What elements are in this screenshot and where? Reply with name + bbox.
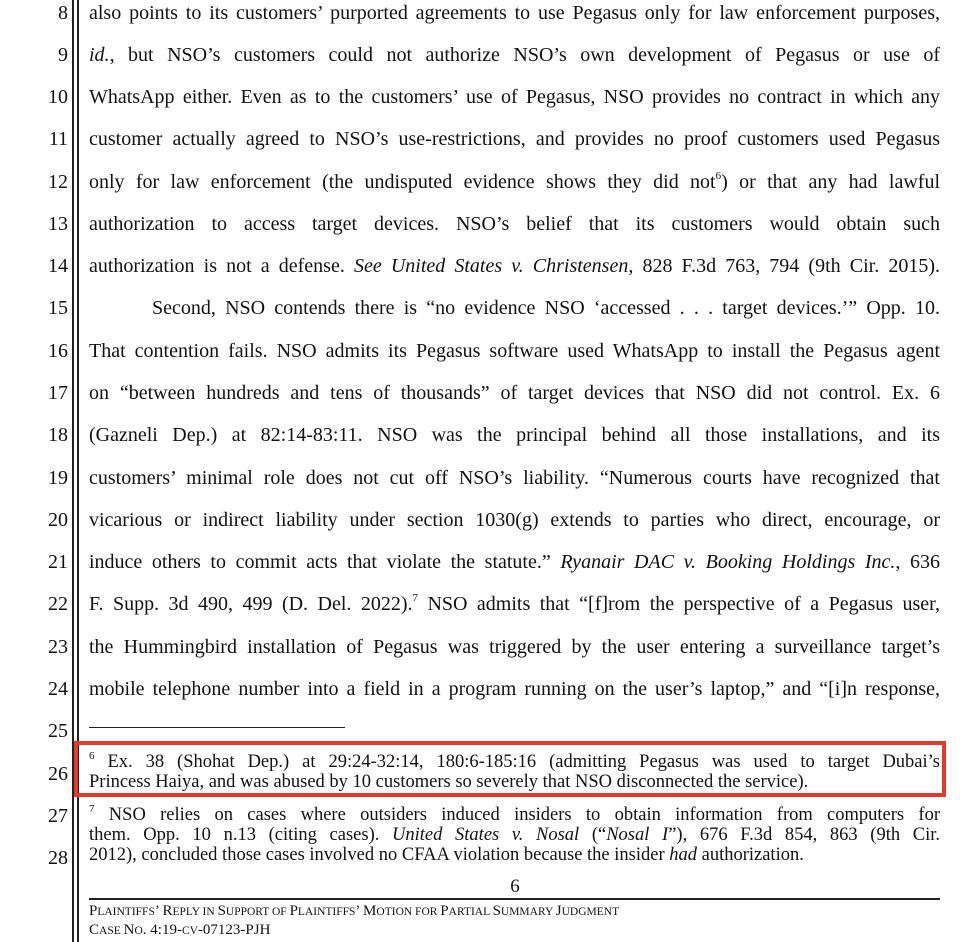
footnote-ref[interactable]: 6 bbox=[715, 170, 722, 183]
line-number: 17 bbox=[48, 382, 68, 404]
footer-title: PLAINTIFFS’ REPLY IN SUPPORT OF PLAINTIFFS’ MOTION FOR PARTIAL SUMMARY JUDGMENT bbox=[89, 903, 620, 919]
line-number-rule-left bbox=[72, 0, 74, 942]
body-line: (Gazneli Dep.) at 82:14-83:11. NSO was the principal behind all those installations, and its bbox=[89, 424, 940, 446]
line-number: 24 bbox=[48, 678, 68, 700]
footnote-marker: 6 bbox=[89, 749, 95, 762]
emphasis: had bbox=[669, 845, 697, 865]
line-number: 25 bbox=[48, 720, 68, 742]
citation: See United States v. Christensen bbox=[353, 255, 629, 277]
text-run: only for law enforcement (the undisputed evidence shows they did not bbox=[89, 171, 716, 193]
line-number: 13 bbox=[48, 213, 68, 235]
line-number: 26 bbox=[48, 763, 68, 785]
line-number: 20 bbox=[48, 509, 68, 531]
line-number: 28 bbox=[48, 847, 68, 869]
footer-rule bbox=[89, 898, 940, 900]
text-run: 2012), concluded those cases involved no CFAA violation because the insider bbox=[89, 845, 670, 865]
body-line: customers’ minimal role does not cut off NSO’s liability. “Numerous courts have recognized that bbox=[89, 467, 940, 489]
body-line: vicarious or indirect liability under section 1030(g) extends to parties who direct, encourage, or bbox=[89, 509, 940, 531]
line-number: 22 bbox=[48, 593, 68, 615]
body-line: That contention fails. NSO admits its Pegasus software used WhatsApp to install the Pegasus agent bbox=[89, 340, 940, 362]
line-number: 9 bbox=[58, 44, 68, 66]
body-line: mobile telephone number into a field in a program running on the user’s laptop,” and “[i]n response, bbox=[89, 678, 940, 700]
footnote-line: Princess Haiya, and was abused by 10 customers so severely that NSO disconnected the service). bbox=[89, 772, 809, 792]
text-run: ”), 676 F.3d 854, 863 (9th Cir. bbox=[668, 825, 940, 845]
text-run: F. Supp. 3d 490, 499 (D. Del. 2022). bbox=[89, 593, 413, 615]
text-run: , 828 F.3d 763, 794 (9th Cir. 2015). bbox=[628, 255, 940, 277]
footnote-marker: 7 bbox=[89, 802, 95, 815]
body-line: also points to its customers’ purported agreements to use Pegasus only for law enforcement purposes, bbox=[89, 2, 940, 24]
line-number: 23 bbox=[48, 636, 68, 658]
text-run: them. Opp. 10 n.13 (citing cases). bbox=[89, 825, 393, 845]
line-number: 10 bbox=[48, 86, 68, 108]
citation: id. bbox=[89, 44, 110, 66]
footnote-line bbox=[89, 845, 940, 865]
text-run: , 636 bbox=[895, 551, 941, 573]
line-number: 16 bbox=[48, 340, 68, 362]
text-run: NSO relies on cases where outsiders induced insiders to obtain information from computers for bbox=[94, 805, 940, 825]
body-line: authorization to access target devices. NSO’s belief that its customers would obtain such bbox=[89, 213, 940, 235]
text-run: induce others to commit acts that violate the statute.” bbox=[89, 551, 561, 573]
text-run: NSO admits that “[f]rom the perspective of a Pegasus user, bbox=[418, 593, 940, 615]
body-line: WhatsApp either. Even as to the customers’ use of Pegasus, NSO provides no contract in which any bbox=[89, 86, 940, 108]
body-line: on “between hundreds and tens of thousands” of target devices that NSO did not control. Ex. 6 bbox=[89, 382, 940, 404]
line-number: 15 bbox=[48, 297, 68, 319]
body-line bbox=[89, 551, 940, 573]
footer-case-number: CASE NO. 4:19-CV-07123-PJH bbox=[89, 922, 271, 938]
line-number-rule-right bbox=[77, 0, 79, 942]
body-line bbox=[89, 44, 940, 66]
footnote-line bbox=[89, 825, 940, 845]
body-line: the Hummingbird installation of Pegasus was triggered by the user entering a surveillance target’s bbox=[89, 636, 940, 658]
line-number: 21 bbox=[48, 551, 68, 573]
citation: Nosal I bbox=[606, 825, 669, 845]
text-run: (“ bbox=[579, 825, 607, 845]
text-run: authorization. bbox=[696, 845, 804, 865]
footnote-line bbox=[89, 802, 940, 825]
text-run: authorization is not a defense. bbox=[89, 255, 354, 277]
body-line: customer actually agreed to NSO’s use-restrictions, and provides no proof customers used Pegasus bbox=[89, 128, 940, 150]
footnote-highlight-box bbox=[74, 741, 946, 797]
footnote-separator bbox=[89, 727, 345, 728]
line-number: 19 bbox=[48, 467, 68, 489]
line-number: 11 bbox=[48, 128, 68, 150]
body-line bbox=[89, 593, 940, 615]
text-run: ) or that any had lawful bbox=[721, 171, 940, 193]
text-run: Ex. 38 (Shohat Dep.) at 29:24-32:14, 180:6-185:16 (admitting Pegasus was used to target Dubai’s bbox=[94, 752, 940, 772]
line-number: 18 bbox=[48, 424, 68, 446]
line-number: 8 bbox=[58, 2, 68, 24]
citation: Ryanair DAC v. Booking Holdings Inc. bbox=[560, 551, 896, 573]
body-line bbox=[89, 255, 940, 277]
line-number: 14 bbox=[48, 255, 68, 277]
footnote-ref[interactable]: 7 bbox=[412, 592, 418, 605]
body-line bbox=[89, 171, 940, 193]
text-run: , but NSO’s customers could not authorize NSO’s own development of Pegasus or use of bbox=[109, 44, 940, 66]
line-number: 27 bbox=[48, 805, 68, 827]
page-number: 6 bbox=[510, 876, 520, 897]
citation: United States v. Nosal bbox=[392, 825, 580, 845]
body-line: Second, NSO contends there is “no evidence NSO ‘accessed . . . target devices.’” Opp. 10. bbox=[152, 297, 940, 319]
line-number: 12 bbox=[48, 171, 68, 193]
